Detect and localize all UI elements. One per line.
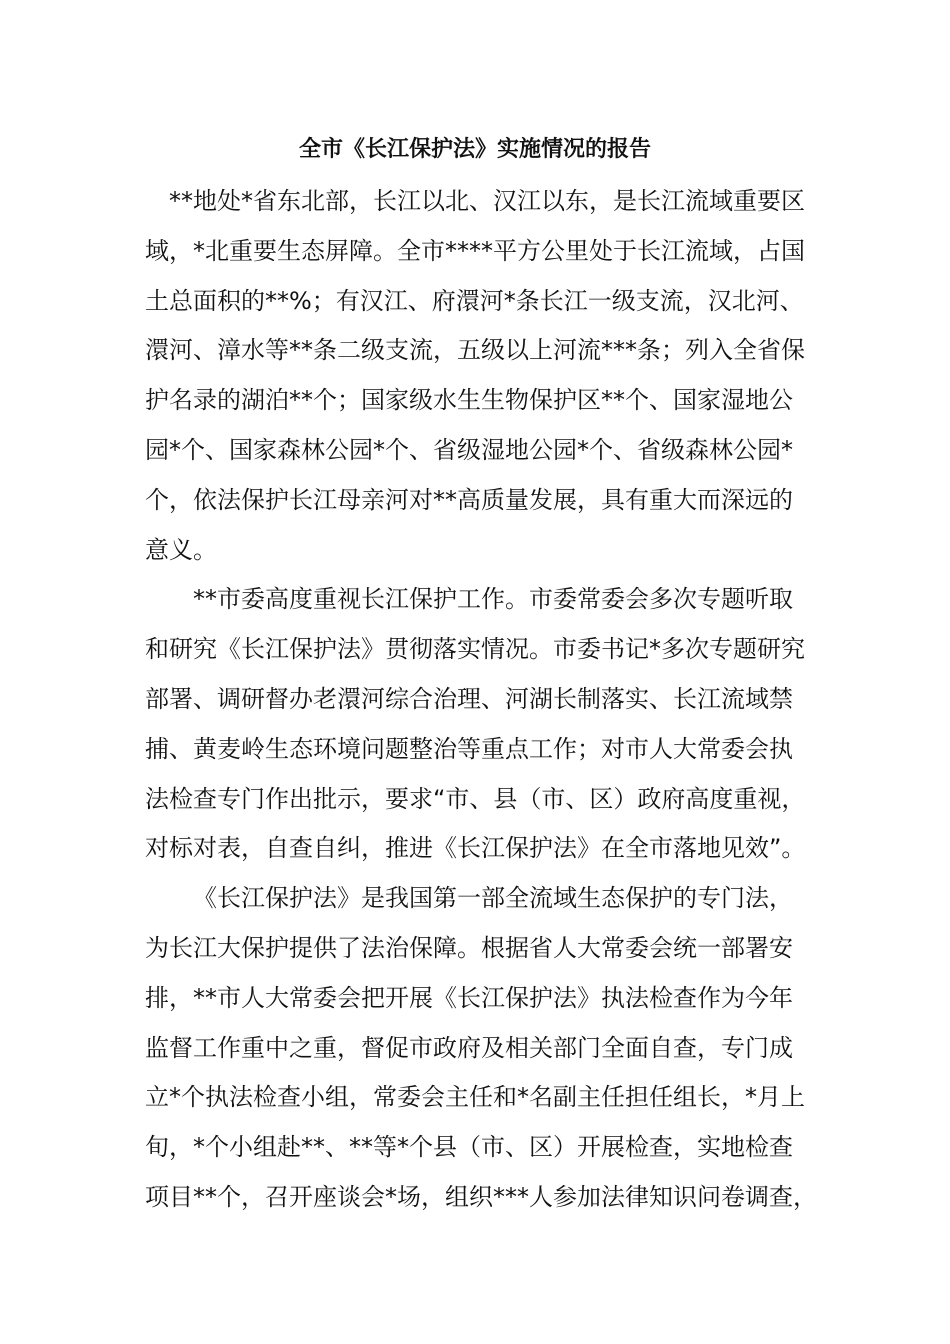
paragraph-2 (145, 579, 825, 878)
text-line: 域，*北重要生态屏障。全市****平方公里处于长江流域，占国 (145, 236, 805, 265)
document-title: 全市《长江保护法》实施情况的报告 (298, 137, 651, 162)
text-line: 护名录的湖泊**个；国家级水生生物保护区**个、国家湿地公 (145, 386, 793, 415)
text-line: 监督工作重中之重，督促市政府及相关部门全面自查，专门成 (145, 1033, 793, 1062)
text-line: 部署、调研督办老澴河综合治理、河湖长制落实、长江流域禁 (145, 684, 793, 713)
text-line: 立*个执法检查小组，常委会主任和*名副主任担任组长，*月上 (145, 1083, 805, 1112)
text-line: 法检查专门作出批示，要求“市、县（市、区）政府高度重视， (145, 784, 806, 813)
document-body (145, 181, 825, 1227)
text-line: 旬，*个小组赴**、**等*个县（市、区）开展检查，实地检查 (145, 1133, 793, 1162)
text-line: 捕、黄麦岭生态环境问题整治等重点工作；对市人大常委会执 (145, 734, 793, 763)
text-line: 个，依法保护长江母亲河对**高质量发展，具有重大而深远的 (145, 485, 793, 514)
text-line: **市委高度重视长江保护工作。市委常委会多次专题听取 (193, 585, 793, 614)
text-line: 对标对表，自查自纠，推进《长江保护法》在全市落地见效”。 (145, 834, 806, 863)
text-line: 和研究《长江保护法》贯彻落实情况。市委书记*多次专题研究 (145, 635, 805, 664)
text-line: 澴河、漳水等**条二级支流，五级以上河流***条；列入全省保 (145, 336, 805, 365)
paragraph-1 (145, 181, 825, 579)
paragraph-3 (145, 878, 825, 1227)
text-line: 项目**个，召开座谈会*场，组织***人参加法律知识问卷调查， (145, 1182, 817, 1211)
text-line: **地处*省东北部，长江以北、汉江以东，是长江流域重要区 (169, 187, 805, 215)
text-line: 《长江保护法》是我国第一部全流域生态保护的专门法， (193, 884, 793, 913)
text-line: 为长江大保护提供了法治保障。根据省人大常委会统一部署安 (145, 933, 793, 962)
text-line: 园*个、国家森林公园*个、省级湿地公园*个、省级森林公园* (145, 435, 793, 464)
text-line: 意义。 (145, 535, 217, 564)
text-line: 排，**市人大常委会把开展《长江保护法》执法检查作为今年 (145, 983, 793, 1012)
text-line: 土总面积的**%；有汉江、府澴河*条长江一级支流，汉北河、 (145, 286, 804, 315)
